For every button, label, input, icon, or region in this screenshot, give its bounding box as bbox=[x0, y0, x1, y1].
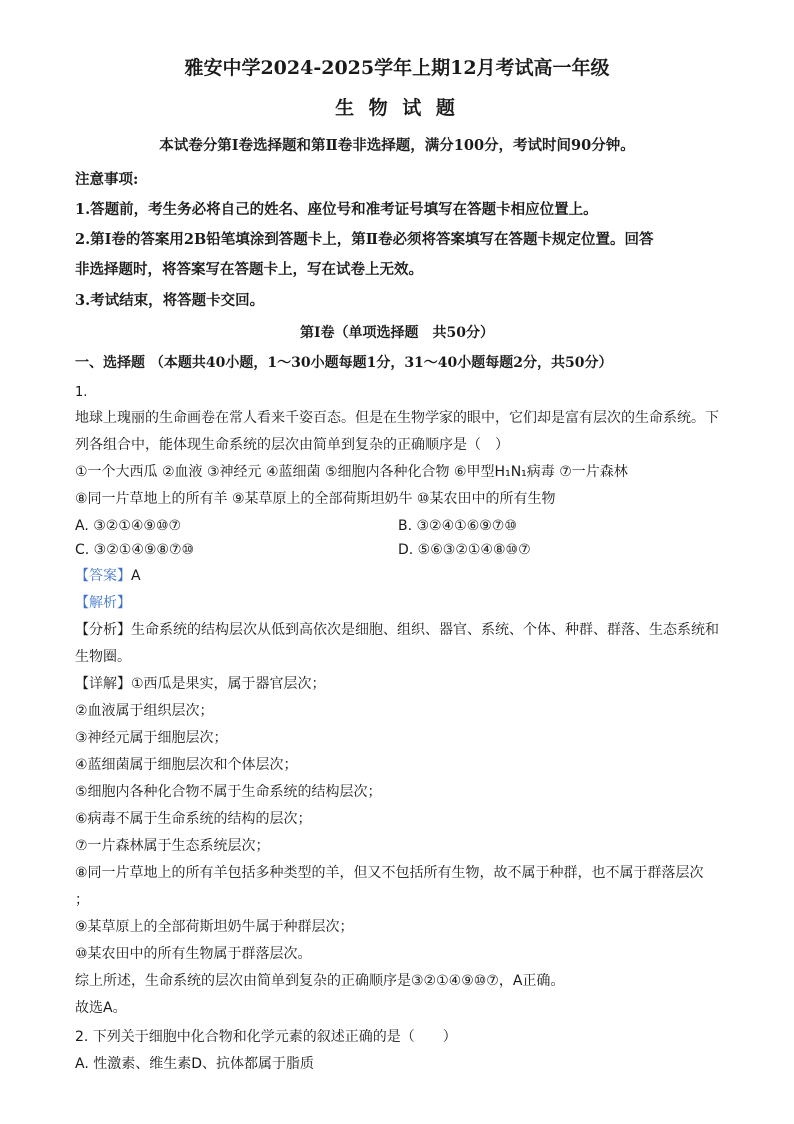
fenxi-text-1: 生命系统的结构层次从低到高依次是细胞、组织、器官、系统、个体、种群、群落、生态系统和 bbox=[131, 622, 719, 638]
question-1-items-line-2: ⑧同一片草地上的所有羊 ⑨某草原上的全部荷斯坦奶牛 ⑩某农田中的所有生物 bbox=[75, 491, 556, 507]
exam-subtitle: 生 物 试 题 bbox=[335, 97, 459, 119]
detail-line-9: ⑨某草原上的全部荷斯坦奶牛属于种群层次； bbox=[75, 919, 354, 935]
question-1-option-a: A. ③②①④⑨⑩⑦ bbox=[75, 518, 182, 534]
notice-item-2: 2.第Ⅰ卷的答案用2B铅笔填涂到答题卡上，第Ⅱ卷必须将答案填写在答题卡规定位置。回答 bbox=[75, 231, 654, 248]
notice-item-1: 1.答题前，考生务必将自己的姓名、座位号和准考证号填写在答题卡相应位置上。 bbox=[75, 201, 598, 218]
exam-title: 雅安中学2024-2025学年上期12月考试高一年级 bbox=[184, 57, 610, 79]
question-2-option-a: A. 性激素、维生素D、抗体都属于脂质 bbox=[75, 1056, 315, 1072]
question-1-number: 1. bbox=[75, 385, 88, 400]
question-1-stem-line-1: 地球上瑰丽的生命画卷在常人看来千姿百态。但是在生物学家的眼中，它们却是富有层次的生命系统。下 bbox=[75, 410, 719, 426]
analysis-tag: 【解析】 bbox=[75, 595, 131, 611]
detail-line-10: ⑩某农田中的所有生物属于群落层次。 bbox=[75, 946, 312, 962]
answer-value: A bbox=[131, 568, 141, 584]
detail-text-1: ①西瓜是果实，属于器官层次； bbox=[131, 676, 326, 692]
detail-line-5: ⑤细胞内各种化合物不属于生命系统的结构层次； bbox=[75, 784, 382, 800]
exam-intro: 本试卷分第Ⅰ卷选择题和第Ⅱ卷非选择题，满分100分，考试时间90分钟。 bbox=[159, 137, 635, 154]
notice-heading: 注意事项: bbox=[75, 171, 139, 188]
detail-line-1 bbox=[75, 674, 326, 694]
detail-line-6: ⑥病毒不属于生命系统的结构的层次； bbox=[75, 811, 312, 827]
detail-line-4: ④蓝细菌属于细胞层次和个体层次； bbox=[75, 757, 298, 773]
notice-item-2-cont: 非选择题时，将答案写在答题卡上，写在试卷上无效。 bbox=[75, 261, 423, 278]
detail-conclusion: 故选A。 bbox=[75, 1000, 127, 1016]
section-heading: 一、选择题 （本题共40小题，1～30小题每题1分，31～40小题每题2分，共50分） bbox=[75, 355, 613, 371]
detail-line-8: ⑧同一片草地上的所有羊包括多种类型的羊，但又不包括所有生物，故不属于种群，也不属于群落层次 bbox=[75, 865, 704, 881]
detail-line-7: ⑦一片森林属于生态系统层次； bbox=[75, 838, 270, 854]
detail-tag: 【详解】 bbox=[75, 676, 131, 692]
question-1-stem-line-2: 列各组合中，能体现生命系统的层次由简单到复杂的正确顺序是（ ） bbox=[75, 437, 509, 453]
question-2-stem: 2. 下列关于细胞中化合物和化学元素的叙述正确的是（ ） bbox=[75, 1029, 457, 1045]
answer-line bbox=[75, 566, 141, 586]
question-1-option-b: B. ③②④①⑥⑨⑦⑩ bbox=[398, 518, 517, 534]
detail-summary: 综上所述，生命系统的层次由简单到复杂的正确顺序是③②①④⑨⑩⑦，A正确。 bbox=[75, 973, 565, 989]
analysis-line bbox=[75, 593, 131, 613]
detail-line-2: ②血液属于组织层次； bbox=[75, 703, 214, 719]
fenxi-tag: 【分析】 bbox=[75, 622, 131, 638]
question-1-option-d: D. ⑤⑥③②①④⑧⑩⑦ bbox=[398, 542, 531, 558]
notice-item-3: 3.考试结束，将答题卡交回。 bbox=[75, 292, 265, 309]
question-1-option-c: C. ③②①④⑨⑧⑦⑩ bbox=[75, 542, 195, 558]
detail-line-3: ③神经元属于细胞层次； bbox=[75, 730, 228, 746]
detail-line-8-cont: ； bbox=[75, 892, 89, 908]
answer-tag: 【答案】 bbox=[75, 568, 131, 584]
fenxi-line-1 bbox=[75, 620, 719, 640]
part-title: 第Ⅰ卷（单项选择题 共50分） bbox=[299, 325, 495, 341]
question-1-items-line-1: ①一个大西瓜 ②血液 ③神经元 ④蓝细菌 ⑤细胞内各种化合物 ⑥甲型H₁N₁病毒 ⑦一片森林 bbox=[75, 464, 628, 480]
fenxi-line-2: 生物圈。 bbox=[75, 649, 131, 665]
